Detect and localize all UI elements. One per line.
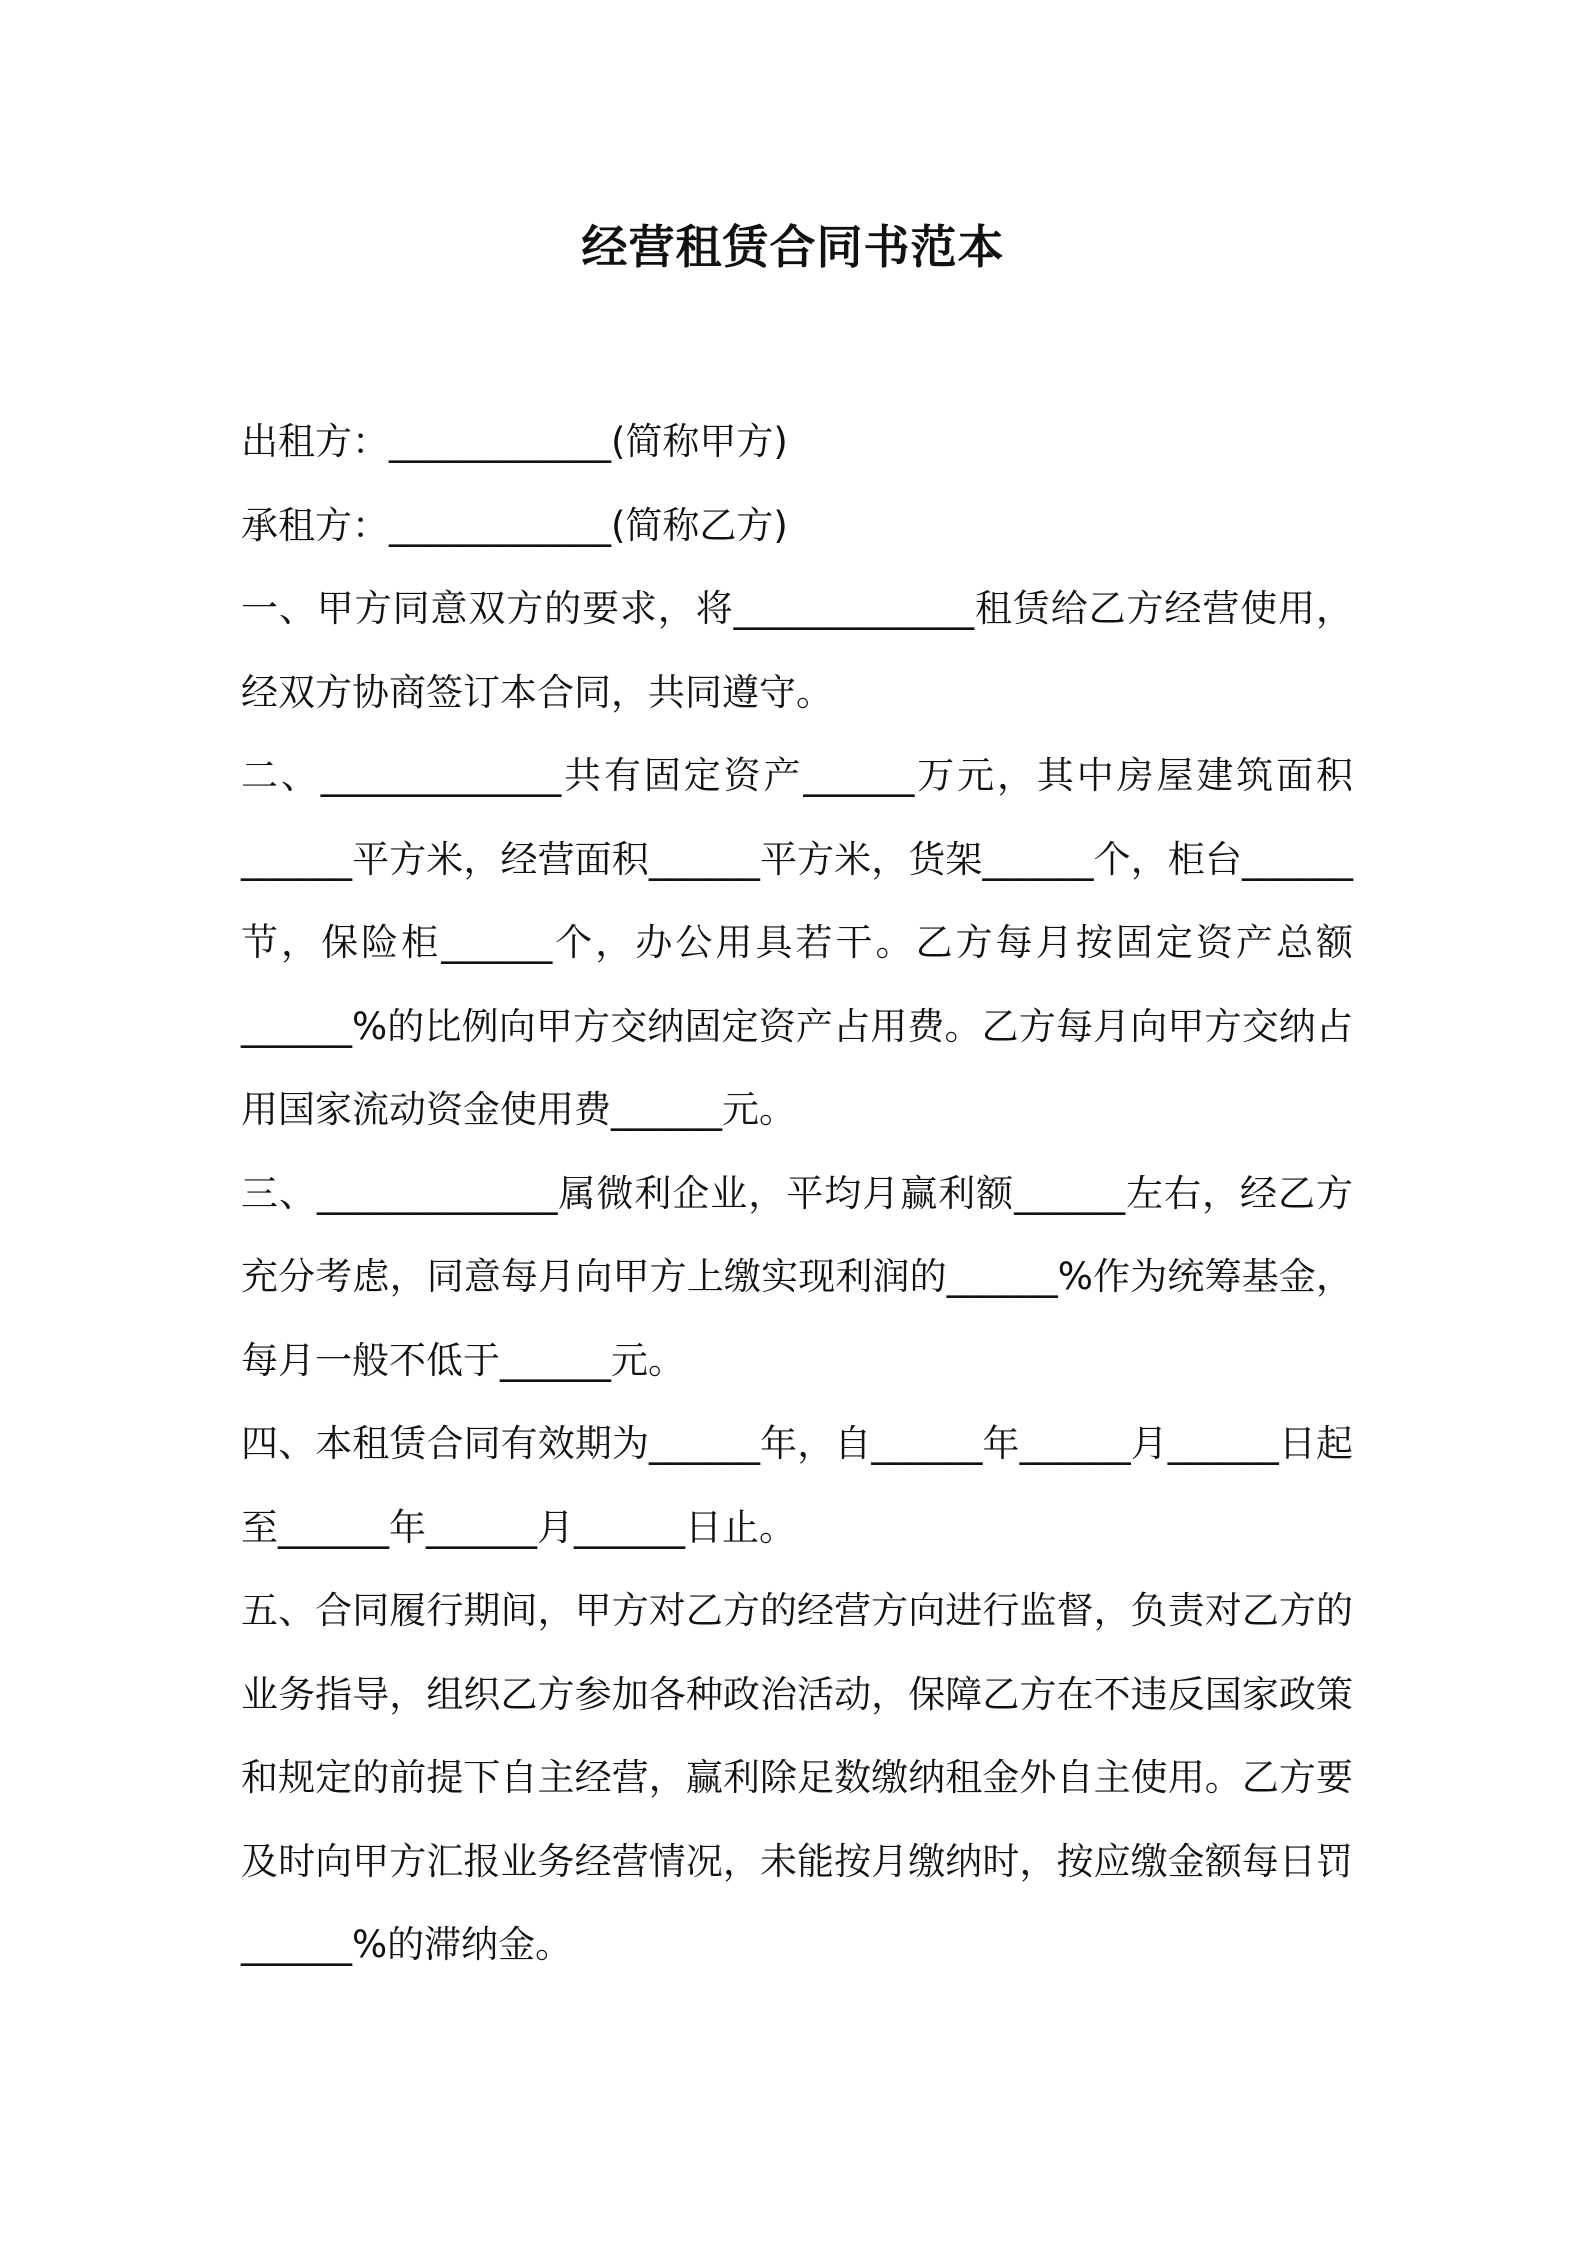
document-body	[241, 400, 1353, 1987]
document-title: 经营租赁合同书范本	[581, 220, 1005, 274]
clause-2: 二、_____________共有固定资产______万元，其中房屋建筑面积______平方米，经营面积______平方米，货架______个，柜台______节，保险柜______个，办公用具若干。乙方每月按固定资产总额______%的比例向甲方交纳固定资产占用费。乙方每月向甲方交纳占用国家流动资金使用费______元。	[241, 754, 1353, 1131]
clause-4: 四、本租赁合同有效期为______年，自______年______月______日起至______年______月______日止。	[241, 1422, 1353, 1549]
clause-3: 三、_____________属微利企业，平均月赢利额______左右，经乙方充分考虑，同意每月向甲方上缴实现利润的______%作为统筹基金，每月一般不低于______元。	[241, 1171, 1353, 1382]
lessee-line: 承租方：____________(简称乙方)	[241, 503, 788, 547]
clause-5: 五、合同履行期间，甲方对乙方的经营方向进行监督，负责对乙方的业务指导，组织乙方参加各种政治活动，保障乙方在不违反国家政策和规定的前提下自主经营，赢利除足数缴纳租金外自主使用。乙方要及时向甲方汇报业务经营情况，未能按月缴纳时，按应缴金额每日罚______%的滞纳金。	[241, 1589, 1353, 1966]
clause-1: 一、甲方同意双方的要求，将_____________租赁给乙方经营使用，经双方协商签订本合同，共同遵守。	[241, 587, 1353, 714]
lessor-line: 出租方：____________(简称甲方)	[241, 420, 788, 463]
